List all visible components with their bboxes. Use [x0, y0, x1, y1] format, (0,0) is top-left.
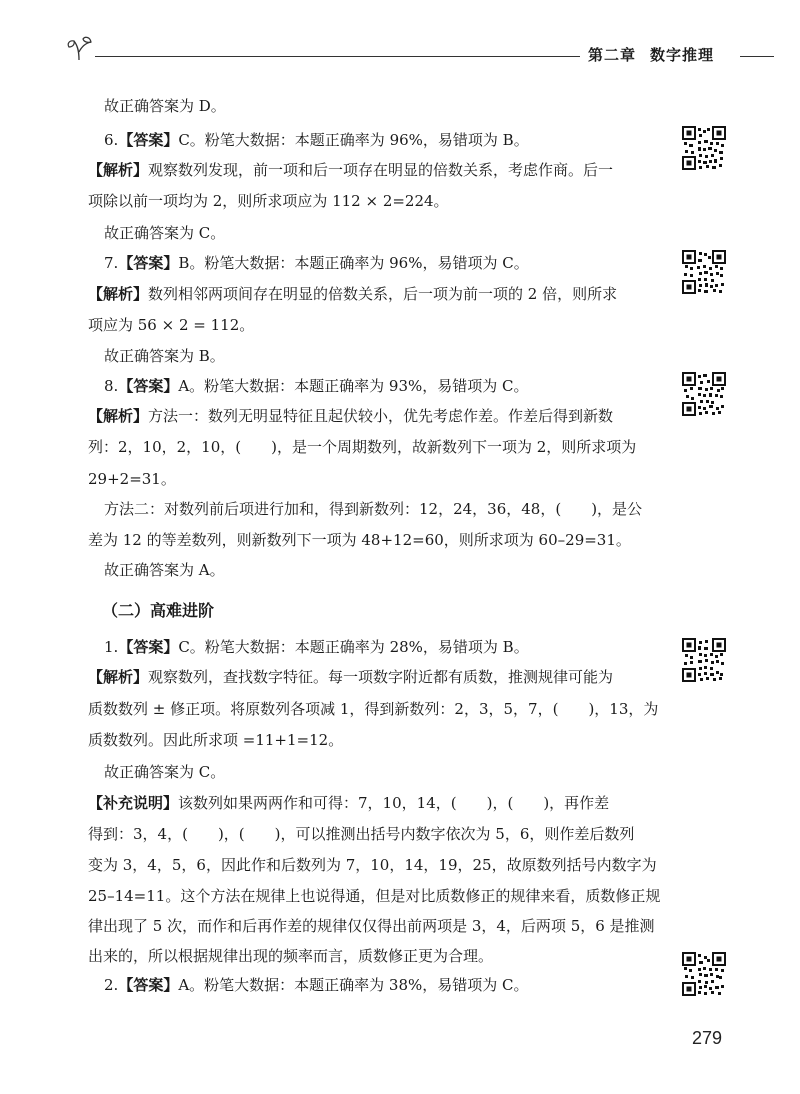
chapter-title — [588, 44, 714, 65]
text-line — [88, 700, 658, 718]
section-title: （二）高难进阶 — [102, 601, 215, 620]
text-fragment: 该数列如果两两作和可得：7，10，14，( — [178, 794, 457, 812]
text-line — [88, 438, 636, 456]
answer-line-6 — [104, 131, 529, 149]
analysis-text: 方法一：数列无明显特征且起伏较小，优先考虑作差。作差后得到新数 — [148, 407, 614, 425]
analysis-line — [88, 285, 617, 303]
answer-label: 【答案】 — [118, 254, 179, 272]
text-line: 29+2=31。 — [88, 470, 176, 488]
supplement-label: 【补充说明】 — [88, 794, 179, 812]
qr-code-icon[interactable] — [682, 638, 726, 682]
question-number: 6. — [104, 131, 119, 149]
page-number: 279 — [692, 1028, 723, 1048]
analysis-line — [88, 161, 613, 179]
analysis-label: 【解析】 — [88, 161, 149, 179]
analysis-text: 观察数列，查找数字特征。每一项数字附近都有质数，推测规律可能为 — [148, 668, 614, 686]
answer-line-8 — [104, 377, 529, 395]
text-line: 项除以前一项均为 2，则所求项应为 112 × 2=224。 — [88, 192, 449, 210]
answer-label: 【答案】 — [118, 638, 179, 656]
text-line: 故正确答案为 D。 — [104, 97, 226, 115]
question-number: 1. — [104, 638, 119, 656]
text-line: 25–14=11。这个方法在规律上也说得通，但是对比质数修正的规律来看，质数修正规 — [88, 887, 661, 905]
text-fragment: )，是公 — [591, 500, 643, 518]
text-line: 故正确答案为 C。 — [104, 224, 226, 242]
question-number: 7. — [104, 254, 119, 272]
chapter-number: 第二章 — [588, 46, 637, 64]
text-line: 故正确答案为 B。 — [104, 347, 225, 365]
text-line — [88, 825, 634, 843]
qr-code-icon[interactable] — [682, 952, 726, 996]
analysis-text: 观察数列发现，前一项和后一项存在明显的倍数关系，考虑作商。后一 — [148, 161, 614, 179]
supplement-line — [88, 794, 609, 812]
analysis-text: 数列相邻两项间存在明显的倍数关系，后一项为前一项的 2 倍，则所求 — [148, 285, 618, 303]
text-fragment: 质数数列 ± 修正项。将原数列各项减 1，得到新数列：2，3，5，7，( — [88, 700, 559, 718]
text-fragment: )，可以推测出括号内数字依次为 5，6，则作差后数列 — [274, 825, 635, 843]
text-line: 质数数列。因此所求项 =11+1=12。 — [88, 731, 344, 749]
qr-code-icon[interactable] — [682, 126, 726, 170]
answer-label: 【答案】 — [118, 377, 179, 395]
chapter-name: 数字推理 — [650, 46, 715, 64]
question-number: 8. — [104, 377, 119, 395]
text-fragment: )，13，为 — [588, 700, 659, 718]
header-rule — [95, 56, 580, 57]
answer-text: C。粉笔大数据：本题正确率为 28%，易错项为 B。 — [178, 638, 529, 656]
answer-line-7 — [104, 254, 529, 272]
answer-text: C。粉笔大数据：本题正确率为 96%，易错项为 B。 — [178, 131, 529, 149]
text-fragment: )，是一个周期数列，故新数列下一项为 2，则所求项为 — [271, 438, 637, 456]
text-line: 律出现了 5 次，而作和后再作差的规律仅仅得出前两项是 3，4，后两项 5，6 是推测 — [88, 917, 655, 935]
analysis-line — [88, 407, 613, 425]
sprout-icon — [64, 32, 94, 62]
qr-code-icon[interactable] — [682, 250, 726, 294]
analysis-label: 【解析】 — [88, 668, 149, 686]
answer-line-1 — [104, 638, 529, 656]
text-fragment: 得到：3，4，( — [88, 825, 188, 843]
answer-label: 【答案】 — [118, 131, 179, 149]
text-line: 故正确答案为 C。 — [104, 763, 226, 781]
page-header — [0, 0, 800, 80]
answer-label: 【答案】 — [118, 976, 179, 994]
answer-text: A。粉笔大数据：本题正确率为 38%，易错项为 C。 — [178, 976, 529, 994]
header-rule-right — [740, 56, 774, 57]
answer-line-2 — [104, 976, 529, 994]
text-fragment: )，再作差 — [543, 794, 610, 812]
text-line — [104, 500, 642, 518]
text-fragment: )，( — [486, 794, 514, 812]
text-fragment: 方法二：对数列前后项进行加和，得到新数列：12，24，36，48，( — [104, 500, 562, 518]
text-line: 差为 12 的等差数列，则新数列下一项为 48+12=60，则所求项为 60–29=31。 — [88, 531, 631, 549]
analysis-label: 【解析】 — [88, 285, 149, 303]
text-fragment: )，( — [217, 825, 245, 843]
qr-code-icon[interactable] — [682, 372, 726, 416]
text-line: 变为 3，4，5，6，因此作和后数列为 7，10，14，19，25，故原数列括号内数字为 — [88, 856, 657, 874]
question-number: 2. — [104, 976, 119, 994]
text-fragment: 列：2，10，2，10，( — [88, 438, 242, 456]
answer-text: B。粉笔大数据：本题正确率为 96%，易错项为 C。 — [178, 254, 529, 272]
text-line: 出来的，所以根据规律出现的频率而言，质数修正更为合理。 — [88, 947, 494, 965]
text-line: 故正确答案为 A。 — [104, 561, 225, 579]
analysis-label: 【解析】 — [88, 407, 149, 425]
answer-text: A。粉笔大数据：本题正确率为 93%，易错项为 C。 — [178, 377, 529, 395]
text-line: 项应为 56 × 2 = 112。 — [88, 316, 255, 334]
analysis-line — [88, 668, 613, 686]
